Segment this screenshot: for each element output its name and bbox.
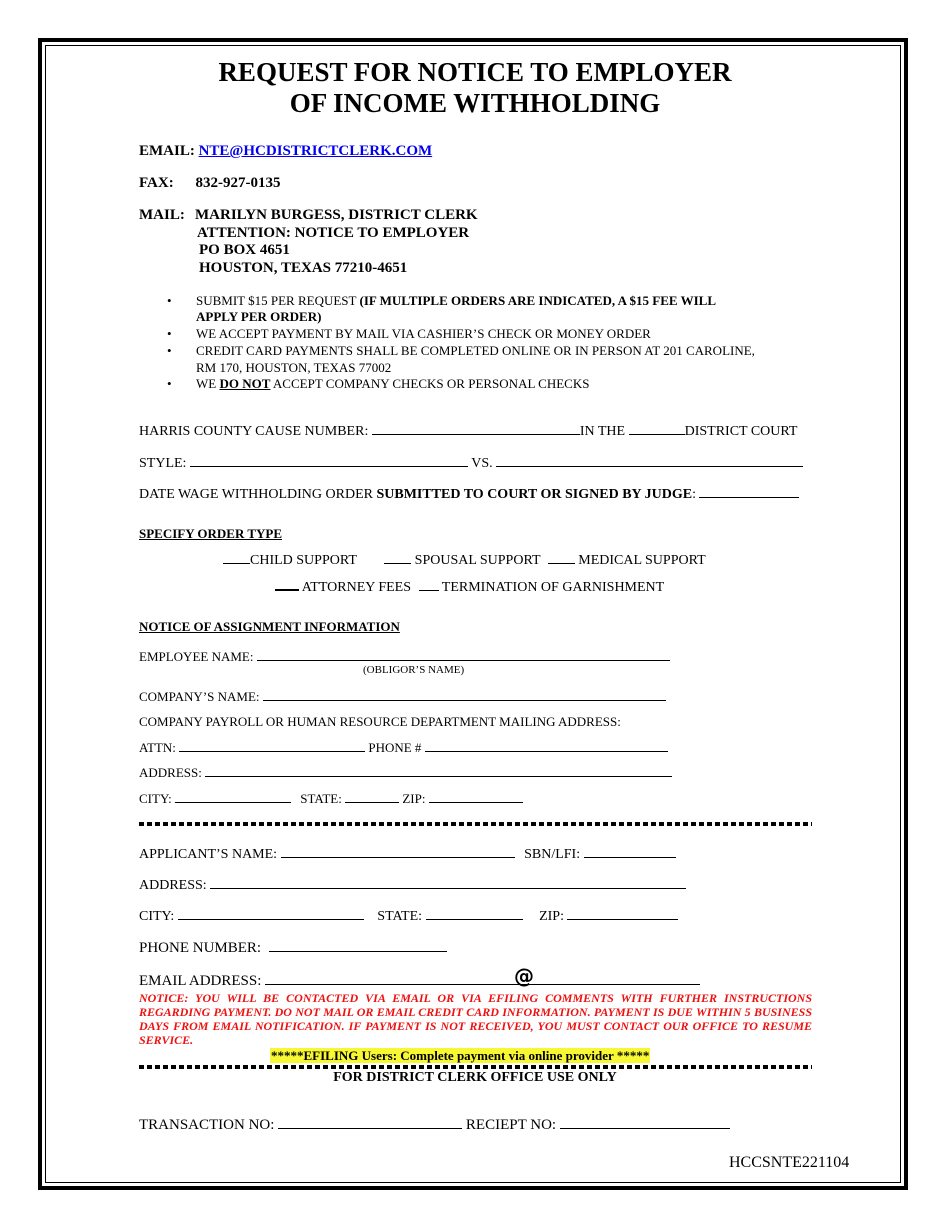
termination-blank[interactable]: [419, 578, 439, 591]
sbn-field[interactable]: [584, 845, 676, 858]
obligor-note: (OBLIGOR’S NAME): [363, 664, 465, 676]
style-plaintiff-field[interactable]: [190, 454, 468, 467]
company-state-label: STATE:: [300, 791, 342, 806]
efiling-banner: [270, 1047, 650, 1065]
mail-line-1: MARILYN BURGESS, DISTRICT CLERK: [195, 207, 478, 223]
fax-label: FAX:: [139, 175, 174, 191]
bullet-credit-card-text: CREDIT CARD PAYMENTS SHALL BE COMPLETED ONLINE OR IN PERSON AT 201 CAROLINE,: [196, 343, 755, 358]
order-date-row: [139, 485, 799, 503]
email-link[interactable]: NTE@HCDISTRICTCLERK.COM: [198, 143, 433, 159]
bullet-dot-icon: •: [167, 326, 172, 341]
applicant-zip-label: ZIP:: [539, 909, 564, 924]
medical-support-label: MEDICAL SUPPORT: [578, 553, 706, 568]
company-zip-label: ZIP:: [402, 791, 426, 806]
bullet-dot-icon: •: [167, 376, 172, 391]
bullet-mail-payment-text: WE ACCEPT PAYMENT BY MAIL VIA CASHIER’S CHECK OR MONEY ORDER: [196, 326, 651, 341]
spousal-support-blank[interactable]: [384, 551, 411, 564]
in-the-label: IN THE: [579, 424, 626, 439]
applicant-email-label: EMAIL ADDRESS:: [139, 973, 262, 989]
court-number-field[interactable]: [629, 422, 685, 435]
bullet-no-checks: [167, 376, 590, 392]
office-use-row: [139, 1116, 730, 1134]
style-defendant-field[interactable]: [496, 454, 803, 467]
company-city-label: CITY:: [139, 791, 172, 806]
sbn-label: SBN/LFI:: [524, 847, 581, 862]
company-name-label: COMPANY’S NAME:: [139, 689, 260, 704]
form-title-line1: REQUEST FOR NOTICE TO EMPLOYER: [218, 57, 732, 87]
applicant-city-row: [139, 907, 678, 925]
bullet-fee-cont: APPLY PER ORDER): [196, 309, 322, 324]
applicant-state-field[interactable]: [426, 907, 523, 920]
email-contact: [139, 143, 432, 160]
order-type-heading: SPECIFY ORDER TYPE: [139, 526, 283, 541]
attn-label: ATTN:: [139, 740, 176, 755]
applicant-address-row: [139, 876, 686, 894]
company-address-row: [139, 764, 672, 781]
bullet-fee-text: SUBMIT $15 PER REQUEST: [196, 293, 360, 308]
assignment-heading: NOTICE OF ASSIGNMENT INFORMATION: [139, 619, 400, 634]
bullet-no-checks-post: ACCEPT COMPANY CHECKS OR PERSONAL CHECKS: [270, 376, 590, 391]
employee-name-field[interactable]: [257, 648, 670, 661]
cause-number-row: [139, 422, 797, 440]
mail-line-4: HOUSTON, TEXAS 77210-4651: [199, 260, 408, 276]
company-zip-field[interactable]: [429, 790, 523, 803]
company-city-field[interactable]: [175, 790, 291, 803]
at-symbol: @: [514, 964, 534, 988]
style-label: STYLE:: [139, 456, 187, 471]
efiling-highlight: *****EFILING Users: Complete payment via online provider *****: [271, 1048, 650, 1063]
bullet-credit-card: [167, 343, 755, 359]
receipt-field[interactable]: [560, 1116, 730, 1129]
order-date-label: DATE WAGE WITHHOLDING ORDER: [139, 487, 377, 502]
applicant-address-field[interactable]: [210, 876, 686, 889]
fax-contact: [139, 175, 280, 192]
bullet-fee: [167, 293, 716, 309]
transaction-field[interactable]: [278, 1116, 462, 1129]
order-date-colon: :: [692, 487, 696, 502]
order-date-field[interactable]: [699, 485, 799, 498]
applicant-city-label: CITY:: [139, 909, 175, 924]
employee-name-label: EMPLOYEE NAME:: [139, 649, 254, 664]
child-support-blank[interactable]: [223, 551, 250, 564]
medical-support-blank[interactable]: [548, 551, 575, 564]
attn-field[interactable]: [179, 739, 365, 752]
bullet-mail-payment: [167, 326, 651, 342]
applicant-email-field[interactable]: [265, 972, 700, 985]
child-support-label: CHILD SUPPORT: [250, 553, 357, 568]
bullet-credit-card-cont: RM 170, HOUSTON, TEXAS 77002: [196, 360, 392, 375]
applicant-email-row: [139, 972, 700, 990]
applicant-phone-row: [139, 939, 447, 957]
bullet-dot-icon: •: [167, 293, 172, 308]
applicant-city-field[interactable]: [178, 907, 364, 920]
employee-name-row: [139, 648, 670, 665]
company-name-row: [139, 688, 666, 705]
style-row: [139, 454, 803, 472]
phone-field[interactable]: [425, 739, 668, 752]
bullet-no-checks-emphasis: DO NOT: [219, 376, 271, 391]
attorney-fees-blank[interactable]: [275, 577, 299, 591]
email-label: EMAIL:: [139, 143, 195, 159]
form-code: HCCSNTE221104: [729, 1154, 850, 1171]
transaction-label: TRANSACTION NO:: [139, 1117, 275, 1133]
applicant-name-row: [139, 845, 676, 863]
applicant-phone-label: PHONE NUMBER:: [139, 940, 262, 956]
applicant-zip-field[interactable]: [567, 907, 678, 920]
applicant-state-label: STATE:: [377, 909, 423, 924]
office-use-divider: [139, 1065, 812, 1069]
mail-line-2: ATTENTION: NOTICE TO EMPLOYER: [197, 225, 470, 241]
termination-label: TERMINATION OF GARNISHMENT: [441, 580, 665, 595]
form-title-line2: OF INCOME WITHHOLDING: [289, 88, 661, 118]
spousal-support-label: SPOUSAL SUPPORT: [414, 553, 541, 568]
vs-label: VS.: [471, 456, 493, 471]
company-name-field[interactable]: [263, 688, 666, 701]
payment-notice: NOTICE: YOU WILL BE CONTACTED VIA EMAIL OR VIA EFILING COMMENTS WITH FURTHER INSTRUCTIONS REGARDING PAYMENT. DO NOT MAIL OR EMAIL CREDIT CARD INFORMATION. PAYMENT IS DUE WITHIN 5 BUSINESS DAYS FROM EMAIL NOTIFICATION. IF PAYMENT IS NOT RECEIVED, YOU MUST CONTACT OUR OFFICE TO RESUME SERVICE.: [139, 991, 812, 1047]
phone-label: PHONE #: [368, 740, 422, 755]
bullet-fee-bold: (IF MULTIPLE ORDERS ARE INDICATED, A $15 FEE WILL: [359, 293, 716, 308]
company-address-label: ADDRESS:: [139, 765, 202, 780]
order-date-bold-label: SUBMITTED TO COURT OR SIGNED BY JUDGE: [376, 487, 693, 502]
fax-number: 832-927-0135: [195, 175, 281, 191]
attn-phone-row: [139, 739, 668, 756]
receipt-label: RECIEPT NO:: [465, 1117, 557, 1133]
office-use-heading: FOR DISTRICT CLERK OFFICE USE ONLY: [333, 1070, 617, 1085]
district-court-label: DISTRICT COURT: [684, 424, 798, 439]
mail-line-3: PO BOX 4651: [199, 242, 290, 258]
bullet-no-checks-pre: WE: [196, 376, 220, 391]
bullet-dot-icon: •: [167, 343, 172, 358]
mail-label: MAIL:: [139, 207, 185, 223]
applicant-name-label: APPLICANT’S NAME:: [139, 847, 278, 862]
applicant-phone-field[interactable]: [269, 939, 447, 952]
payroll-address-label: COMPANY PAYROLL OR HUMAN RESOURCE DEPARTMENT MAILING ADDRESS:: [139, 714, 621, 729]
section-divider: [139, 822, 812, 826]
attorney-fees-label: ATTORNEY FEES: [301, 580, 412, 595]
applicant-name-field[interactable]: [281, 845, 515, 858]
cause-number-label: HARRIS COUNTY CAUSE NUMBER:: [139, 424, 369, 439]
applicant-address-label: ADDRESS:: [139, 878, 207, 893]
cause-number-field[interactable]: [372, 422, 580, 435]
company-city-row: [139, 790, 523, 807]
company-address-field[interactable]: [205, 764, 672, 777]
order-type-row-1: [223, 551, 706, 569]
order-type-row-2: [275, 577, 664, 596]
company-state-field[interactable]: [345, 790, 399, 803]
